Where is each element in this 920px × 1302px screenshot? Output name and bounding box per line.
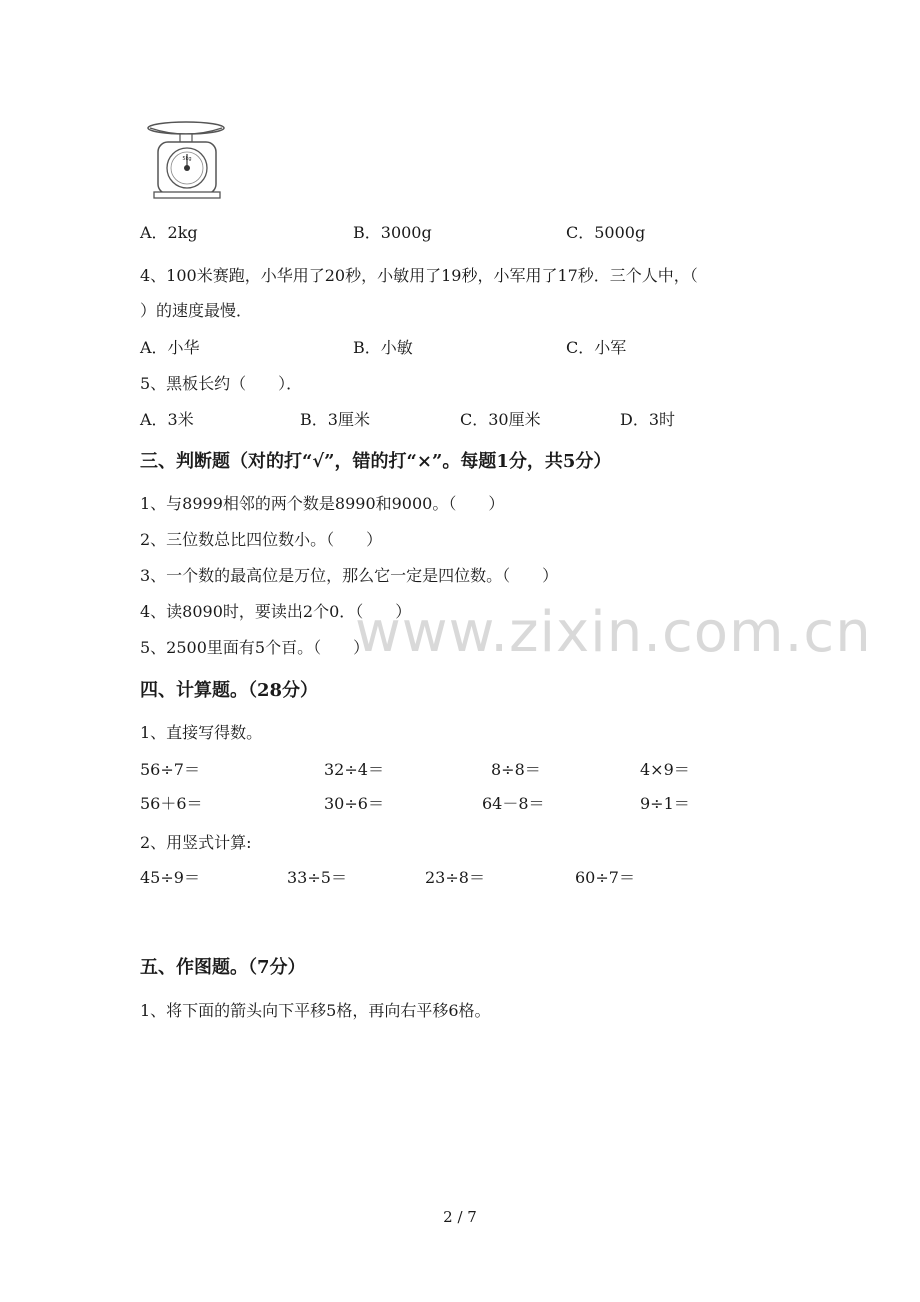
section5-item-1: 1、将下面的箭头向下平移5格，再向右平移6格。 (140, 1001, 491, 1020)
calc-r1-c1: 56÷7＝ (140, 760, 200, 779)
calc-r1-c2: 32÷4＝ (324, 760, 384, 779)
section4-sub1: 1、直接写得数。 (140, 723, 263, 742)
section3-item-5: 5、2500里面有5个百。（ ） (140, 638, 370, 657)
section3-item-1: 1、与8999相邻的两个数是8990和9000。（ ） (140, 494, 505, 513)
kitchen-scale-image (140, 118, 232, 204)
q3-option-b: B．3000g (353, 223, 432, 242)
q4-option-c: C．小军 (566, 338, 627, 357)
q5-option-a: A．3米 (140, 410, 194, 429)
vertical-calc-4: 60÷7＝ (575, 868, 635, 887)
section3-item-3: 3、一个数的最高位是万位，那么它一定是四位数。（ ） (140, 566, 559, 585)
watermark: www.zixin.com.cn (355, 600, 872, 665)
q5-option-b: B．3厘米 (300, 410, 370, 429)
calc-r2-c3: 64－8＝ (482, 794, 545, 813)
section3-title: 三、判断题（对的打“√”，错的打“×”。每题1分，共5分） (140, 451, 612, 472)
calc-r1-c3: 8÷8＝ (491, 760, 541, 779)
section4-sub2: 2、用竖式计算: (140, 833, 252, 852)
q5-text: 5、黑板长约（ ）． (140, 374, 303, 393)
q4-option-b: B．小敏 (353, 338, 413, 357)
q3-option-a: A．2kg (140, 223, 198, 242)
section3-item-2: 2、三位数总比四位数小。（ ） (140, 530, 383, 549)
q3-option-c: C．5000g (566, 223, 646, 242)
calc-r1-c4: 4×9＝ (640, 760, 690, 779)
page-number: 2 / 7 (443, 1208, 477, 1226)
vertical-calc-1: 45÷9＝ (140, 868, 200, 887)
q4-option-a: A．小华 (140, 338, 200, 357)
q5-option-c: C．30厘米 (460, 410, 541, 429)
section5-title: 五、作图题。（7分） (140, 957, 306, 978)
vertical-calc-3: 23÷8＝ (425, 868, 485, 887)
section3-item-4: 4、读8090时，要读出2个0．（ ） (140, 602, 412, 621)
calc-r2-c2: 30÷6＝ (324, 794, 384, 813)
section4-title: 四、计算题。（28分） (140, 680, 319, 701)
svg-text:5kg: 5kg (182, 156, 192, 162)
vertical-calc-2: 33÷5＝ (287, 868, 347, 887)
q5-option-d: D．3时 (620, 410, 676, 429)
q4-line2: ）的速度最慢． (140, 301, 253, 320)
calc-r2-c4: 9÷1＝ (640, 794, 690, 813)
calc-r2-c1: 56＋6＝ (140, 794, 203, 813)
q4-line1: 4、100米赛跑，小华用了20秒，小敏用了19秒，小军用了17秒．三个人中，（ (140, 266, 698, 285)
